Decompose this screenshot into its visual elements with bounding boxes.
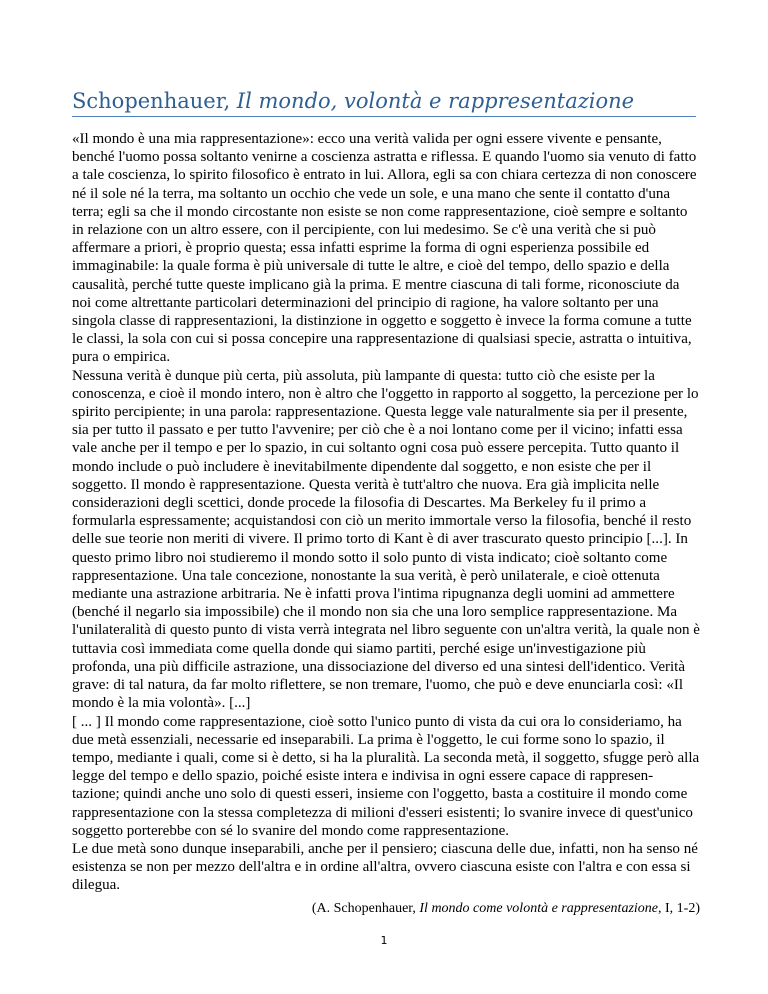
title-work: Il mondo, volontà e rappresentazione xyxy=(236,89,635,113)
paragraph-1: «Il mondo è una mia rappresentazione»: ecco una verità valida per ogni essere vivente e pensante, benché l'uomo possa soltanto venirne a coscienza astratta e riflessa. E quando l'uomo sia venuto di fatto a tale coscienza, lo spirito filosofico è entrato in lui. Allora, egli sa con chiara certezza di non conoscere né il sole né la terra, ma soltanto un occhio che vede un sole, e una mano che sente il contatto d'una terra; egli sa che il mondo circostante non esiste se non come rappresentazione, cioè sempre e soltanto in relazione con un altro essere, con il percipiente, con lui medesimo. Se c'è una verità che si può affermare a priori, è proprio questa; essa infatti esprime la forma di ogni esperienza possibile ed immaginabile: la quale forma è più universale di tutte le altre, e cioè del tempo, dello spazio e della causalità, perché tutte queste implicano già la prima. E mentre ciascuna di tali forme, riconosciute da noi come altrettante particolari determinazioni del principio di ragione, ha valore soltanto per una singola classe di rappresentazioni, la distinzione in oggetto e soggetto è invece la forma comune a tutte le classi, la sola con cui si possa concepire una rappresentazione di qualsiasi specie, astratta o intuitiva, pura o empirica. xyxy=(72,131,697,366)
page-number: 1 xyxy=(380,934,388,947)
paragraph-3: [ ... ] Il mondo come rappresentazione, cioè sotto l'unico punto di vista da cui ora lo consideriamo, ha due metà essenziali, necessarie ed inseparabili. La prima è l'oggetto, le cui forme sono lo spazio, il tempo, mediante i quali, come si è detto, si ha la pluralità. La seconda metà, il soggetto, sfugge però alla legge del tempo e dello spazio, poiché esiste intera e indivisa in ogni essere capace di rappresen-tazione; quindi anche uno solo di questi esseri, insieme con l'oggetto, basta a costituire il mondo come rappresentazione con la stessa completezza di milioni d'esseri esistenti; lo svanire invece di quest'unico soggetto porterebbe con sé lo svanire del mondo come rappresentazione. xyxy=(72,713,700,839)
paragraph-4: Le due metà sono dunque inseparabili, anche per il pensiero; ciascuna delle due, infatti, non ha senso né esistenza se non per mezzo dell'altra e in ordine all'altra, ovvero ciascuna esiste con l'altra e con essa si dilegua. xyxy=(72,840,698,894)
body-text xyxy=(72,130,700,918)
citation xyxy=(72,900,700,918)
title-underline xyxy=(72,116,696,117)
citation-prefix: (A. Schopenhauer, xyxy=(311,900,420,916)
title-author: Schopenhauer, xyxy=(72,89,237,113)
citation-work: Il mondo come volontà e rappresentazione xyxy=(419,900,658,916)
paragraph-2: Nessuna verità è dunque più certa, più assoluta, più lampante di questa: tutto ciò che esiste per la conoscenza, e cioè il mondo intero, non è altro che l'oggetto in rapporto al soggetto, la percezione per lo spirito percipiente; in una parola: rappresentazione. Questa legge vale naturalmente sia per il presente, sia per tutto il passato e per tutto l'avvenire; per ciò che è a noi lontano come per il vicino; infatti essa vale anche per il tempo e per lo spazio, in cui soltanto ogni cosa può essere percepita. Tutto quanto il mondo include o può includere è inevitabilmente dipendente dal soggetto, e non esiste che per il soggetto. Il mondo è rappresentazione. Questa verità è tutt'altro che nuova. Era già implicita nelle considerazioni degli scettici, donde procede la filosofia di Descartes. Ma Berkeley fu il primo a formularla espressamente; acquistandosi con ciò un merito immortale verso la filosofia, benché il resto delle sue teorie non meriti di vivere. Il primo torto di Kant è di aver trascurato questo principio [...]. In questo primo libro noi studieremo il mondo sotto il solo punto di vista indicato; cioè soltanto come rappresentazione. Una tale concezione, nonostante la sua verità, è però unilaterale, e cioè ottenuta mediante una astrazione arbitraria. Ne è infatti prova l'intima ripugnanza degli uomini ad ammettere (benché il negarlo sia impossibile) che il mondo non sia che una loro semplice rappresentazione. Ma l'unilateralità di questo punto di vista verrà integrata nel libro seguente con un'altra verità, la quale non è tuttavia così immediata come quella donde qui siamo partiti, perché esige un'investigazione più profonda, una più difficile astrazione, una dissociazione del diverso ed una sintesi dell'identico. Verità grave: di tal natura, da far molto riflettere, se non tremare, l'uomo, che può e deve enunciarla così: «Il mondo è la mia volontà». [...] xyxy=(72,367,700,712)
document-title xyxy=(72,86,712,116)
citation-suffix: , I, 1-2) xyxy=(658,900,700,916)
